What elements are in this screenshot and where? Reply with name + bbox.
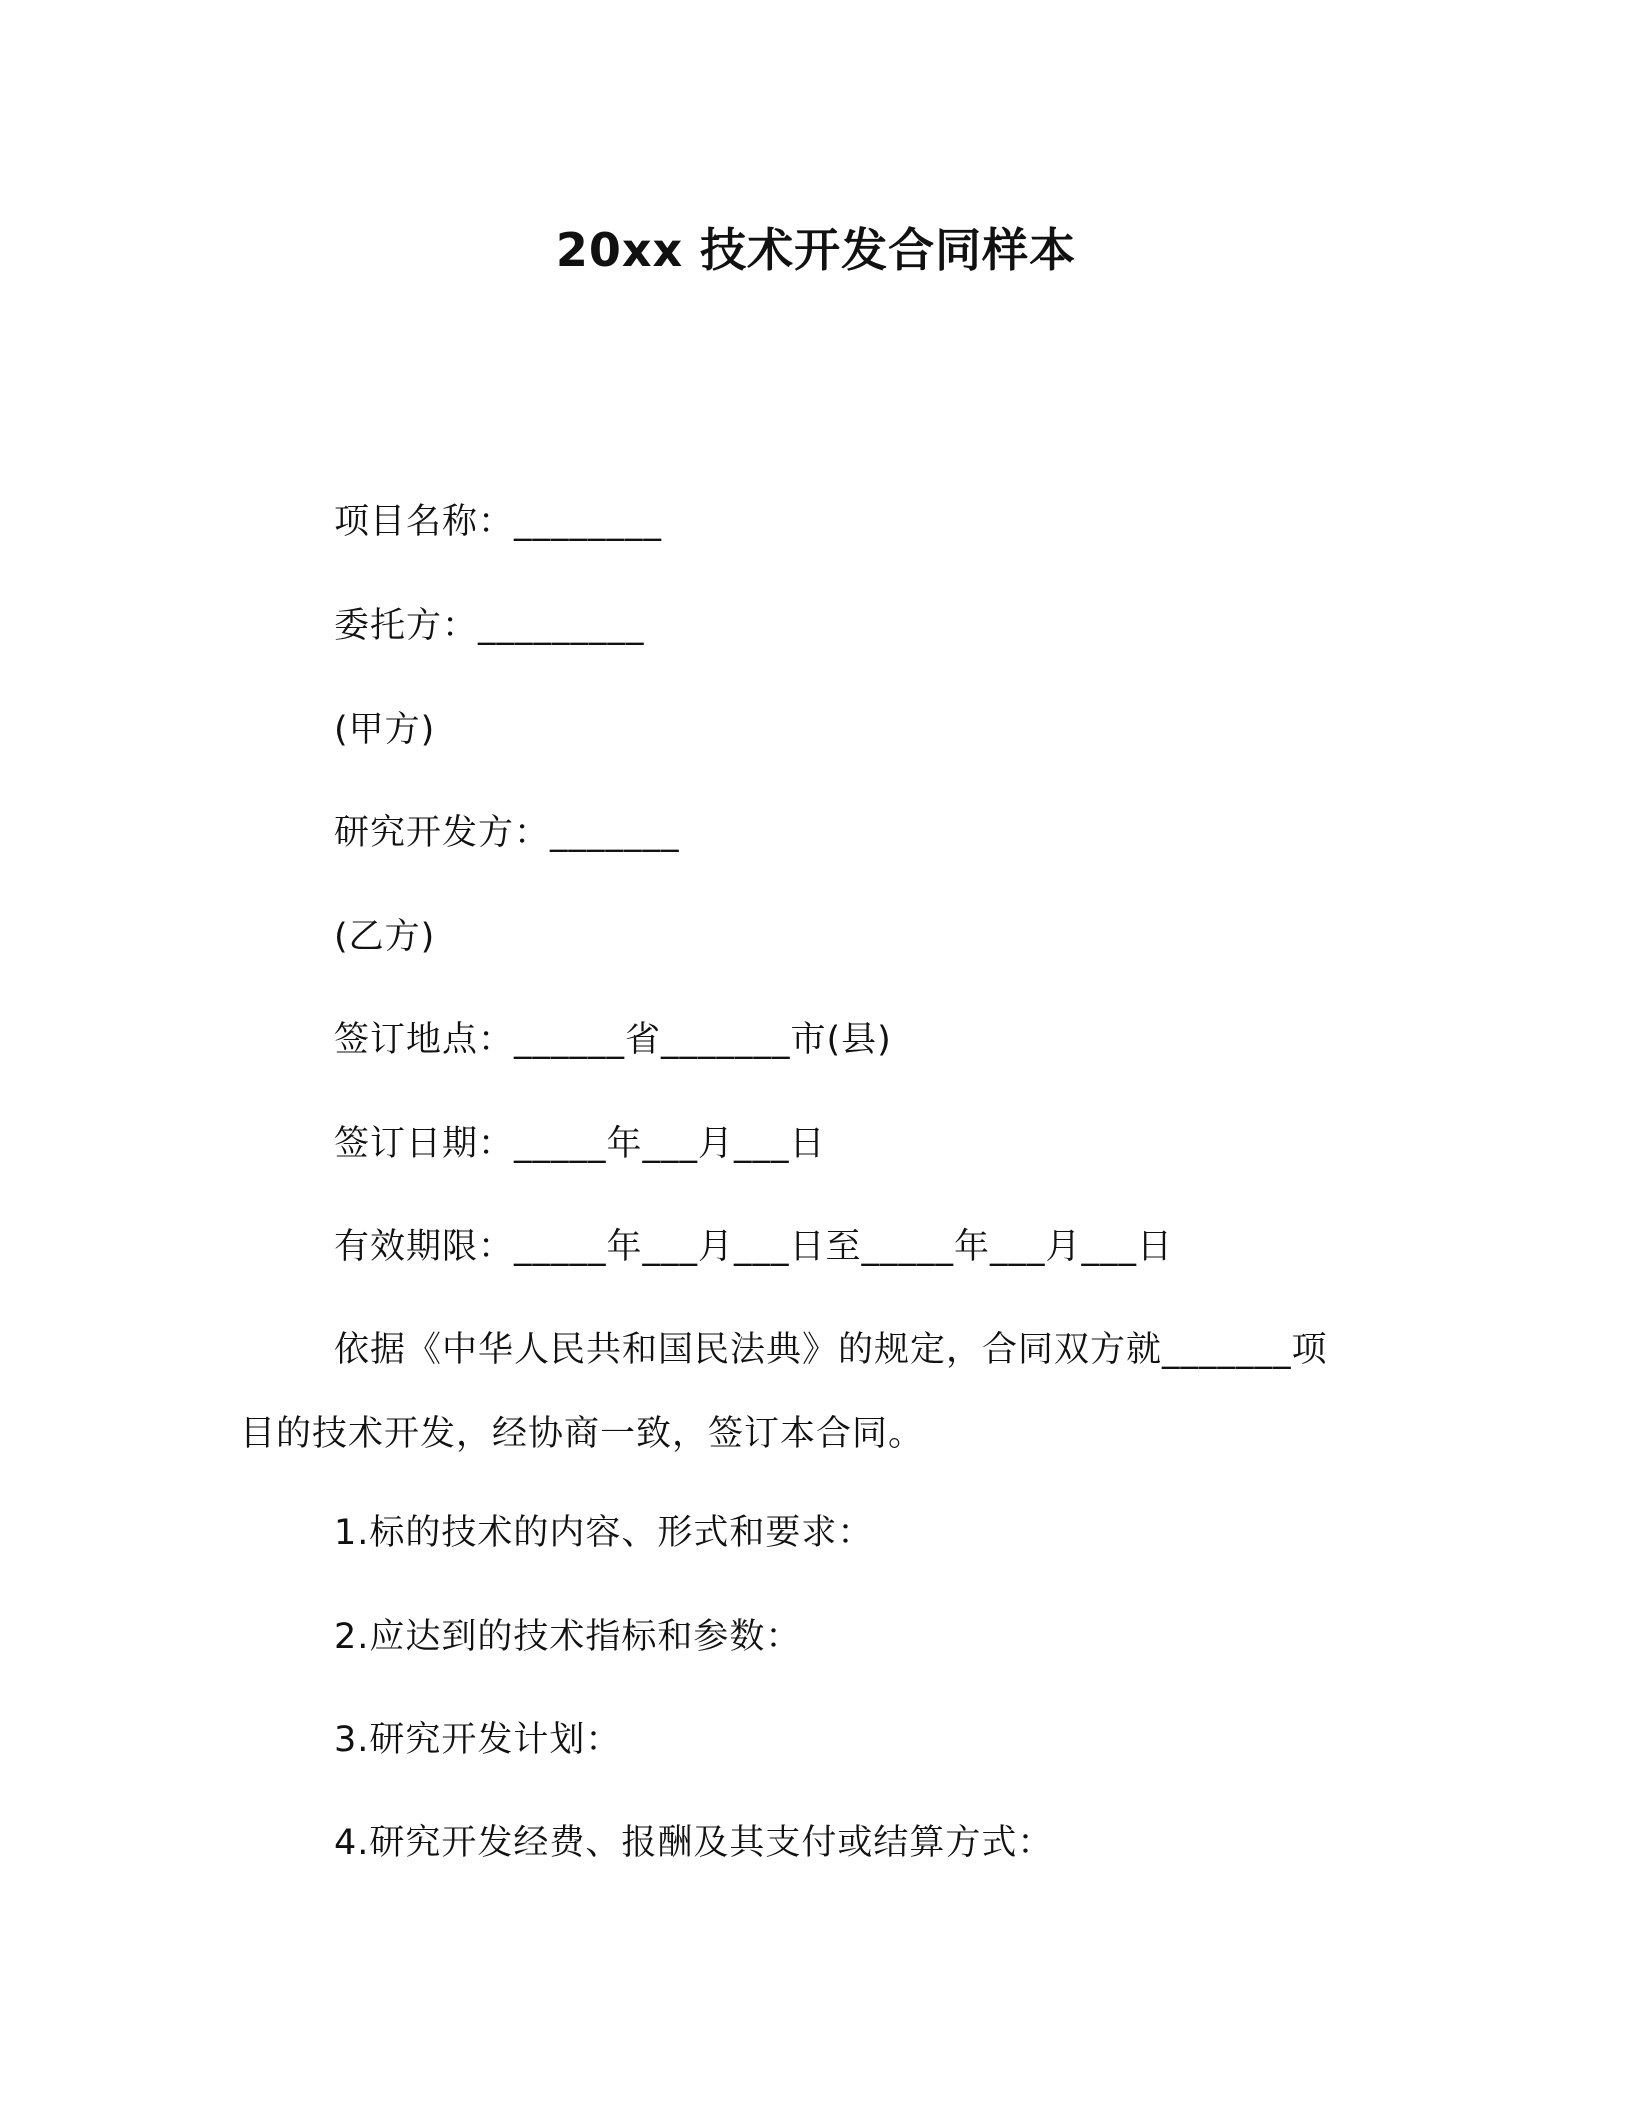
preamble-paragraph bbox=[240, 1325, 1360, 1459]
clause-1: 1.标的技术的内容、形式和要求： bbox=[334, 1513, 874, 1553]
clause-2: 2.应达到的技术指标和参数： bbox=[334, 1617, 802, 1657]
field-party-b: (乙方) bbox=[334, 917, 436, 957]
field-validity-period: 有效期限：_____年___月___日至_____年___月___日 bbox=[334, 1227, 1174, 1267]
clause-4: 4.研究开发经费、报酬及其支付或结算方式： bbox=[334, 1823, 1054, 1863]
clause-3: 3.研究开发计划： bbox=[334, 1720, 622, 1760]
field-client: 委托方：_________ bbox=[334, 606, 645, 646]
field-signing-place: 签订地点：______省_______市(县) bbox=[334, 1020, 892, 1060]
preamble-line-1: 依据《中华人民共和国民法典》的规定，合同双方就_______项 bbox=[334, 1330, 1328, 1370]
field-developer: 研究开发方：_______ bbox=[334, 813, 680, 853]
preamble-line-2: 目的技术开发，经协商一致，签订本合同。 bbox=[240, 1414, 925, 1454]
field-party-a: (甲方) bbox=[334, 710, 436, 750]
document-title: 20xx 技术开发合同样本 bbox=[555, 223, 1077, 277]
field-signing-date: 签订日期：_____年___月___日 bbox=[334, 1124, 826, 1164]
field-project-name: 项目名称：________ bbox=[334, 502, 663, 542]
